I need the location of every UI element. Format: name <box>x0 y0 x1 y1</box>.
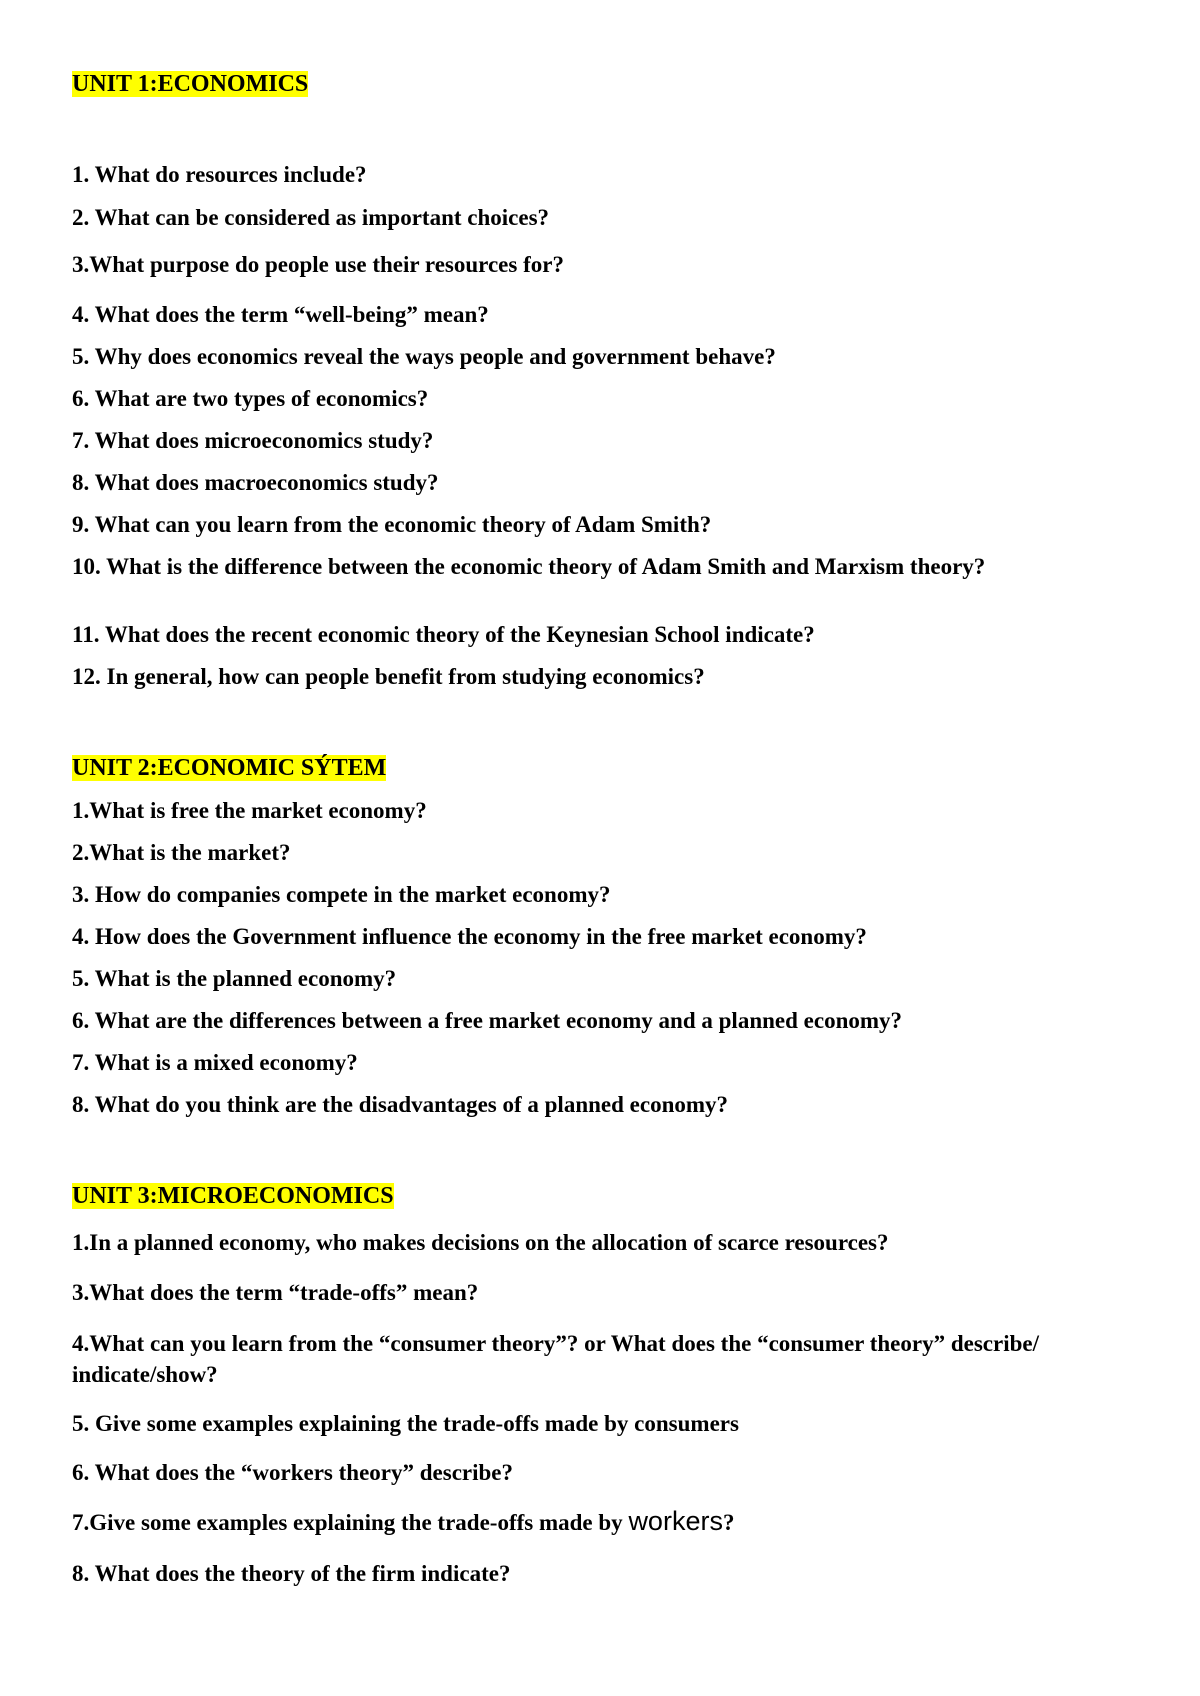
unit-2-heading: UNIT 2:ECONOMIC SÝTEM <box>72 755 387 781</box>
unit-3-question-8: 8. What does the theory of the firm indicate? <box>72 1561 511 1586</box>
unit-1-question-10: 10. What is the difference between the economic theory of Adam Smith and Marxism theory? <box>72 554 986 579</box>
unit-1-question-3: 3.What purpose do people use their resources for? <box>72 252 564 277</box>
unit-1-question-11: 11. What does the recent economic theory of the Keynesian School indicate? <box>72 622 815 647</box>
unit-1-question-5: 5. Why does economics reveal the ways people and government behave? <box>72 344 776 369</box>
unit-1-question-9: 9. What can you learn from the economic theory of Adam Smith? <box>72 512 712 537</box>
unit-2-question-6: 6. What are the differences between a free market economy and a planned economy? <box>72 1008 903 1033</box>
unit-1-heading: UNIT 1:ECONOMICS <box>72 71 309 97</box>
unit-2-question-2: 2.What is the market? <box>72 840 291 865</box>
unit-3-question-5: 5. Give some examples explaining the trade-offs made by consumers <box>72 1411 739 1436</box>
unit-2-question-5: 5. What is the planned economy? <box>72 966 397 991</box>
unit-3-question-4: 4.What can you learn from the “consumer theory”? or What does the “consumer theory” describe/ indicate/show? <box>72 1331 1039 1387</box>
unit-3-question-6: 6. What does the “workers theory” describe? <box>72 1460 513 1485</box>
unit-3-question-7-tail: ? <box>722 1510 735 1535</box>
unit-2-question-3: 3. How do companies compete in the market economy? <box>72 882 611 907</box>
unit-3-question-3: 3.What does the term “trade-offs” mean? <box>72 1280 479 1305</box>
unit-1-question-6: 6. What are two types of economics? <box>72 386 429 411</box>
unit-3-question-1: 1.In a planned economy, who makes decisions on the allocation of scarce resources? <box>72 1230 889 1255</box>
unit-3-question-7-text: 7.Give some examples explaining the trade-offs made by <box>72 1510 629 1535</box>
unit-2-question-8: 8. What do you think are the disadvantages of a planned economy? <box>72 1092 729 1117</box>
unit-3-heading: UNIT 3:MICROECONOMICS <box>72 1183 394 1209</box>
unit-3-question-7-emphasis: workers <box>628 1506 723 1536</box>
unit-1-question-4: 4. What does the term “well-being” mean? <box>72 302 489 327</box>
unit-2-question-7: 7. What is a mixed economy? <box>72 1050 358 1075</box>
unit-2-question-1: 1.What is free the market economy? <box>72 798 427 823</box>
unit-1-question-1: 1. What do resources include? <box>72 162 367 187</box>
unit-1-question-12: 12. In general, how can people benefit from studying economics? <box>72 664 705 689</box>
unit-2-question-4: 4. How does the Government influence the economy in the free market economy? <box>72 924 867 949</box>
unit-1-question-2: 2. What can be considered as important choices? <box>72 205 550 230</box>
unit-1-question-7: 7. What does microeconomics study? <box>72 428 434 453</box>
unit-3-question-7 <box>72 1506 1122 1536</box>
unit-1-question-8: 8. What does macroeconomics study? <box>72 470 439 495</box>
